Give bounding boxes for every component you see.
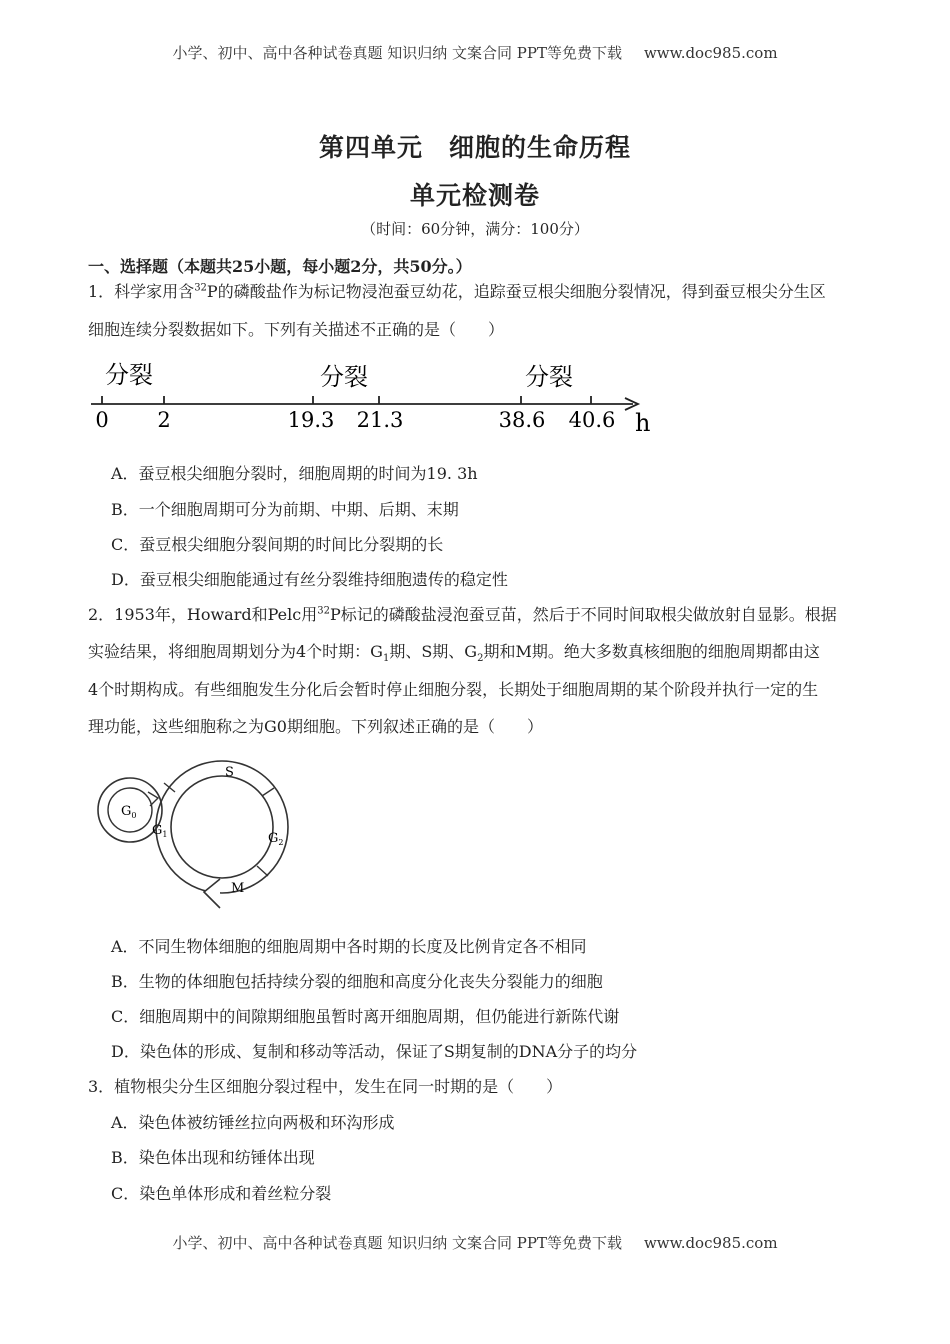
timeline-tick-2: 19.3 bbox=[287, 408, 335, 432]
diagram-label-m: M bbox=[231, 881, 245, 896]
page-header bbox=[0, 42, 950, 63]
timeline-label-division-1: 分裂 bbox=[105, 361, 153, 389]
q2-stem-line2 bbox=[88, 639, 820, 664]
cell-cycle-diagram bbox=[92, 752, 302, 917]
q1-isotope: 32 bbox=[194, 282, 207, 294]
q2-text-a: 2．1953年，Howard和Pelc用 bbox=[88, 605, 318, 624]
timeline-tick-0: 0 bbox=[95, 408, 109, 432]
q2-sub-2: 2 bbox=[477, 653, 484, 665]
q2-sub-1: 1 bbox=[382, 653, 390, 665]
q1-option-c[interactable]: C．蚕豆根尖细胞分裂间期的时间比分裂期的长 bbox=[111, 535, 444, 554]
q1-text-a: 1．科学家用含 bbox=[88, 282, 195, 301]
q3-option-b[interactable]: B．染色体出现和纺锤体出现 bbox=[111, 1148, 315, 1167]
q1-stem-line1 bbox=[88, 279, 826, 302]
q3-option-a[interactable]: A．染色体被纺锤丝拉向两极和环沟形成 bbox=[111, 1113, 395, 1132]
q2-text-d: 期、S期、G bbox=[389, 642, 478, 661]
q2-stem-line1 bbox=[88, 602, 837, 625]
page-footer bbox=[0, 1232, 950, 1253]
timeline-tick-3: 21.3 bbox=[356, 408, 404, 432]
timeline-unit: h bbox=[635, 409, 651, 437]
footer-site-link[interactable]: www.doc985.com bbox=[643, 1234, 778, 1252]
diagram-label-s: S bbox=[225, 765, 234, 780]
q3-stem: 3．植物根尖分生区细胞分裂过程中，发生在同一时期的是（ ） bbox=[88, 1077, 563, 1096]
header-text: 小学、初中、高中各种试卷真题 知识归纳 文案合同 PPT等免费下载 bbox=[172, 44, 622, 62]
q2-text-e: 期和M期。绝大多数真核细胞的细胞周期都由这 bbox=[483, 642, 820, 661]
header-site-link[interactable]: www.doc985.com bbox=[643, 44, 778, 62]
cell-cycle-timeline bbox=[85, 352, 675, 442]
q1-option-b[interactable]: B．一个细胞周期可分为前期、中期、后期、末期 bbox=[111, 500, 459, 519]
diagram-label-g0: $G_0$ bbox=[121, 804, 137, 820]
timeline-tick-1: 2 bbox=[157, 408, 171, 432]
diagram-label-g1: $G_1$ bbox=[152, 823, 168, 839]
page-title: 第四单元 细胞的生命历程 bbox=[318, 133, 631, 162]
q3-option-c[interactable]: C．染色单体形成和着丝粒分裂 bbox=[111, 1184, 332, 1203]
section-heading: 一、选择题（本题共25小题，每小题2分，共50分。） bbox=[88, 257, 472, 276]
timeline-tick-4: 38.6 bbox=[498, 408, 546, 432]
exam-info: （时间：60分钟，满分：100分） bbox=[361, 220, 589, 238]
q1-stem-line2: 细胞连续分裂数据如下。下列有关描述不正确的是（ ） bbox=[88, 320, 505, 339]
page-subtitle: 单元检测卷 bbox=[409, 181, 540, 210]
diagram-label-g2: $G_2$ bbox=[268, 831, 284, 847]
q1-option-a[interactable]: A．蚕豆根尖细胞分裂时，细胞周期的时间为19. 3h bbox=[111, 464, 478, 483]
footer-text: 小学、初中、高中各种试卷真题 知识归纳 文案合同 PPT等免费下载 bbox=[172, 1234, 622, 1252]
q2-option-d[interactable]: D．染色体的形成、复制和移动等活动，保证了S期复制的DNA分子的均分 bbox=[111, 1042, 638, 1061]
timeline-label-division-2: 分裂 bbox=[320, 363, 368, 391]
q1-text-b: P的磷酸盐作为标记物浸泡蚕豆幼花，追踪蚕豆根尖细胞分裂情况，得到蚕豆根尖分生区 bbox=[206, 282, 826, 301]
q2-option-b[interactable]: B．生物的体细胞包括持续分裂的细胞和高度分化丧失分裂能力的细胞 bbox=[111, 972, 603, 991]
q2-text-b: P标记的磷酸盐浸泡蚕豆苗，然后于不同时间取根尖做放射自显影。根据 bbox=[329, 605, 837, 624]
timeline-tick-5: 40.6 bbox=[568, 408, 616, 432]
q2-stem-line3: 4个时期构成。有些细胞发生分化后会暂时停止细胞分裂，长期处于细胞周期的某个阶段并执行一定的生 bbox=[88, 680, 819, 699]
q2-stem-line4: 理功能，这些细胞称之为G0期细胞。下列叙述正确的是（ ） bbox=[88, 717, 543, 736]
q2-text-c: 实验结果，将细胞周期划分为4个时期：G bbox=[88, 642, 383, 661]
q2-isotope: 32 bbox=[317, 605, 330, 617]
timeline-label-division-3: 分裂 bbox=[525, 363, 573, 391]
q2-option-a[interactable]: A．不同生物体细胞的细胞周期中各时期的长度及比例肯定各不相同 bbox=[111, 937, 587, 956]
q1-option-d[interactable]: D．蚕豆根尖细胞能通过有丝分裂维持细胞遗传的稳定性 bbox=[111, 570, 508, 589]
q2-option-c[interactable]: C．细胞周期中的间隙期细胞虽暂时离开细胞周期，但仍能进行新陈代谢 bbox=[111, 1007, 620, 1026]
